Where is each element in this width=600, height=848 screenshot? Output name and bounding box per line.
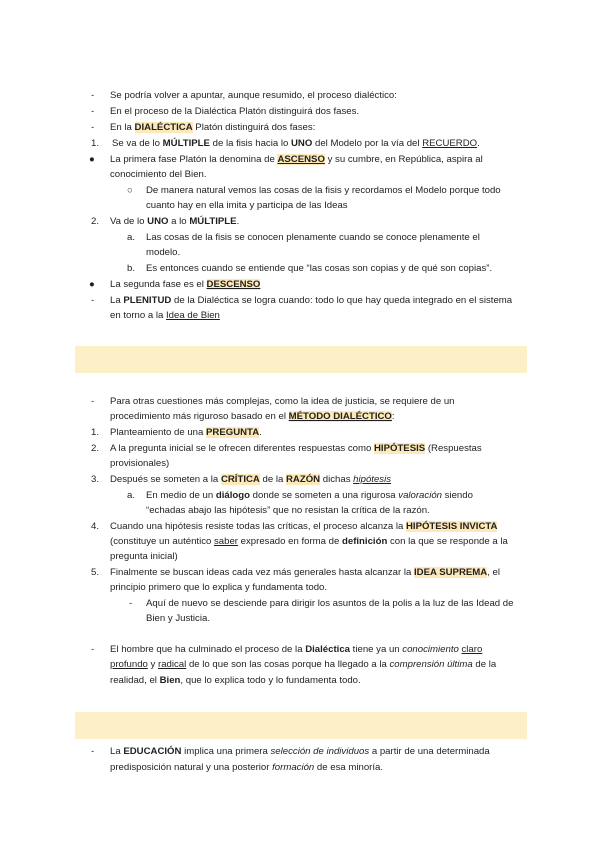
dash-marker: - — [91, 644, 95, 655]
paragraph-line: Cuando una hipótesis resiste todas las críticas, el proceso alcanza la HIPÓTESIS INVICTA — [110, 521, 498, 532]
number-marker: 2. — [91, 443, 100, 454]
paragraph-line: realidad, el Bien, que lo explica todo y lo fundamenta todo. — [110, 675, 361, 686]
paragraph-line: cuanto hay en ella imita y participa de las Ideas — [146, 200, 348, 211]
section-divider-band — [75, 346, 527, 373]
paragraph-line: Las cosas de la fisis se conocen plenamente cuando se conoce plenamente el — [146, 232, 480, 243]
section-divider-band — [75, 712, 527, 739]
number-marker: 2. — [91, 216, 100, 227]
number-marker: 4. — [91, 521, 100, 532]
paragraph-line: La EDUCACIÓN implica una primera selección de individuos a partir de una determinada — [110, 746, 490, 757]
circle-marker: ○ — [127, 185, 133, 196]
paragraph-line: En la DIALÉCTICA Platón distinguirá dos fases: — [110, 122, 316, 133]
dash-marker: - — [91, 106, 95, 117]
paragraph-line: La primera fase Platón la denomina de ASCENSO y su cumbre, en República, aspira al — [110, 154, 483, 165]
paragraph-line: principio primero que lo explica y fundamenta todo. — [110, 582, 328, 593]
number-marker: 3. — [91, 474, 100, 485]
number-marker: 1. — [91, 138, 100, 149]
number-marker: 5. — [91, 567, 100, 578]
highlighted-term: DESCENSO — [206, 279, 261, 290]
paragraph-line: en torno a la Idea de Bien — [110, 310, 220, 321]
paragraph-line: profundo y radical de lo que son las cosas porque ha llegado a la comprensión última de la — [110, 659, 497, 670]
paragraph-line: Aquí de nuevo se desciende para dirigir los asuntos de la polis a la luz de las Idead de — [146, 598, 514, 609]
paragraph-line: predisposición natural y una posterior formación de esa minoría. — [110, 762, 384, 773]
highlighted-term: PREGUNTA — [206, 427, 260, 438]
paragraph-line: provisionales) — [110, 458, 170, 469]
paragraph-line: Planteamiento de una PREGUNTA. — [110, 427, 262, 438]
paragraph-line: Después se someten a la CRÍTICA de la RAZÓN dichas hipótesis — [110, 474, 392, 485]
highlighted-term: ASCENSO — [277, 154, 325, 165]
paragraph-line: Va de lo UNO a lo MÚLTIPLE. — [110, 216, 240, 227]
paragraph-line: Se podría volver a apuntar, aunque resumido, el proceso dialéctico: — [110, 90, 397, 101]
paragraph-line: Para otras cuestiones más complejas, como la idea de justicia, se requiere de un — [110, 396, 455, 407]
paragraph-line: De manera natural vemos las cosas de la fisis y recordamos el Modelo porque todo — [146, 185, 501, 196]
dash-marker: - — [91, 746, 95, 757]
paragraph-line: Finalmente se buscan ideas cada vez más generales hasta alcanzar la IDEA SUPREMA, el — [110, 567, 501, 578]
dash-marker: - — [91, 122, 95, 133]
paragraph-line: Bien y Justicia. — [146, 613, 210, 624]
dash-marker: - — [129, 598, 133, 609]
paragraph-line: A la pregunta inicial se le ofrecen diferentes respuestas como HIPÓTESIS (Respuestas — [110, 443, 482, 454]
paragraph-line: En medio de un diálogo donde se someten a una rigurosa valoración siendo — [146, 490, 473, 501]
dash-marker: - — [91, 90, 95, 101]
highlighted-term: DIALÉCTICA — [134, 122, 193, 133]
paragraph-line: El hombre que ha culminado el proceso de la Dialéctica tiene ya un conocimiento claro — [110, 644, 483, 655]
paragraph-line: Es entonces cuando se entiende que “las cosas son copias y de qué son copias”. — [146, 263, 493, 274]
dash-marker: - — [91, 396, 95, 407]
paragraph-line: modelo. — [146, 247, 181, 258]
number-marker: 1. — [91, 427, 100, 438]
paragraph-line: La PLENITUD de la Dialéctica se logra cuando: todo lo que hay queda integrado en el sistema — [110, 295, 513, 306]
bullet-marker: ● — [89, 154, 95, 165]
letter-marker: a. — [127, 490, 136, 501]
paragraph-line: En el proceso de la Dialéctica Platón distinguirá dos fases. — [110, 106, 360, 117]
highlighted-term: MÉTODO DIALÉCTICO — [288, 411, 392, 422]
highlighted-term: RAZÓN — [285, 474, 321, 485]
highlighted-term: HIPÓTESIS INVICTA — [405, 521, 498, 532]
paragraph-line: conocimiento del Bien. — [110, 169, 207, 180]
letter-marker: a. — [127, 232, 136, 243]
highlighted-term: HIPÓTESIS — [373, 443, 426, 454]
paragraph-line: La segunda fase es el DESCENSO — [110, 279, 261, 290]
highlighted-term: IDEA SUPREMA — [413, 567, 488, 578]
dash-marker: - — [91, 295, 95, 306]
letter-marker: b. — [127, 263, 136, 274]
paragraph-line: pregunta inicial) — [110, 551, 178, 562]
bullet-marker: ● — [89, 279, 95, 290]
paragraph-line: Se va de lo MÚLTIPLE de la fisis hacia lo UNO del Modelo por la vía del RECUERDO. — [112, 138, 480, 149]
highlighted-term: CRÍTICA — [220, 474, 260, 485]
paragraph-line: (constituye un auténtico saber expresado en forma de definición con la que se responde a la — [110, 536, 508, 547]
paragraph-line: “echadas abajo las hipótesis” que no resistan la crítica de la razón. — [146, 505, 430, 516]
paragraph-line: procedimiento más riguroso basado en el MÉTODO DIALÉCTICO: — [110, 411, 395, 422]
